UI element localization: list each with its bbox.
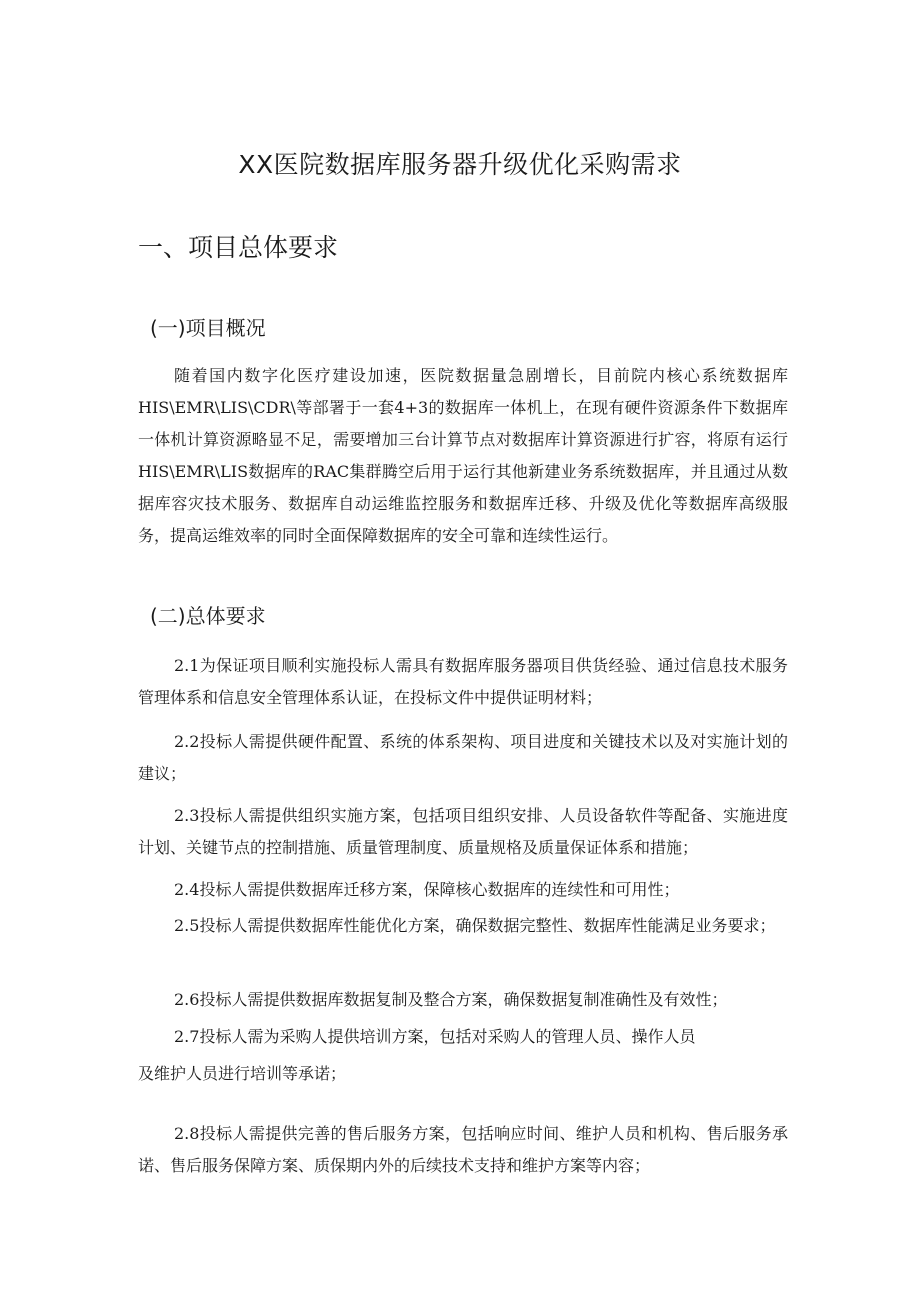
requirement-item: 2.5投标人需提供数据库性能优化方案，确保数据完整性、数据库性能满足业务要求；	[174, 916, 776, 935]
requirement-item: 2.4投标人需提供数据库迁移方案，保障核心数据库的连续性和可用性；	[174, 880, 680, 899]
document-title: XX医院数据库服务器升级优化采购需求	[238, 150, 682, 179]
requirement-item: 2.1为保证项目顺利实施投标人需具有数据库服务器项目供货经验、通过信息技术服务管理体系和信息安全管理体系认证，在投标文件中提供证明材料；	[138, 656, 788, 707]
requirement-item: 2.2投标人需提供硬件配置、系统的体系架构、项目进度和关键技术以及对实施计划的建议；	[138, 732, 788, 783]
section-heading: 一、项目总体要求	[138, 233, 339, 262]
subsection-heading-overview: (一)项目概况	[150, 316, 266, 340]
requirement-item: 2.3投标人需提供组织实施方案，包括项目组织安排、人员设备软件等配备、实施进度计划、关键节点的控制措施、质量管理制度、质量规格及质量保证体系和措施；	[138, 806, 788, 857]
subsection-heading-requirements: (二)总体要求	[150, 604, 266, 628]
requirement-item: 2.6投标人需提供数据库数据复制及整合方案，确保数据复制准确性及有效性；	[174, 990, 728, 1009]
requirement-item-continued: 及维护人员进行培训等承诺；	[138, 1064, 347, 1083]
requirement-item: 2.7投标人需为采购人提供培训方案，包括对采购人的管理人员、操作人员	[174, 1027, 696, 1046]
overview-paragraph: 随着国内数字化医疗建设加速，医院数据量急剧增长，目前院内核心系统数据库HIS\EMR\LIS\CDR\等部署于一套4+3的数据库一体机上，在现有硬件资源条件下数据库一体机计算资源略显不足，需要增加三台计算节点对数据库计算资源进行扩容，将原有运行HIS\EMR\LIS数据库的RAC集群腾空后用于运行其他新建业务系统数据库，并且通过从数据库容灾技术服务、数据库自动运维监控服务和数据库迁移、升级及优化等数据库高级服务，提高运维效率的同时全面保障数据库的安全可靠和连续性运行。	[138, 366, 788, 545]
requirement-item: 2.8投标人需提供完善的售后服务方案，包括响应时间、维护人员和机构、售后服务承诺、售后服务保障方案、质保期内外的后续技术支持和维护方案等内容；	[138, 1124, 788, 1175]
